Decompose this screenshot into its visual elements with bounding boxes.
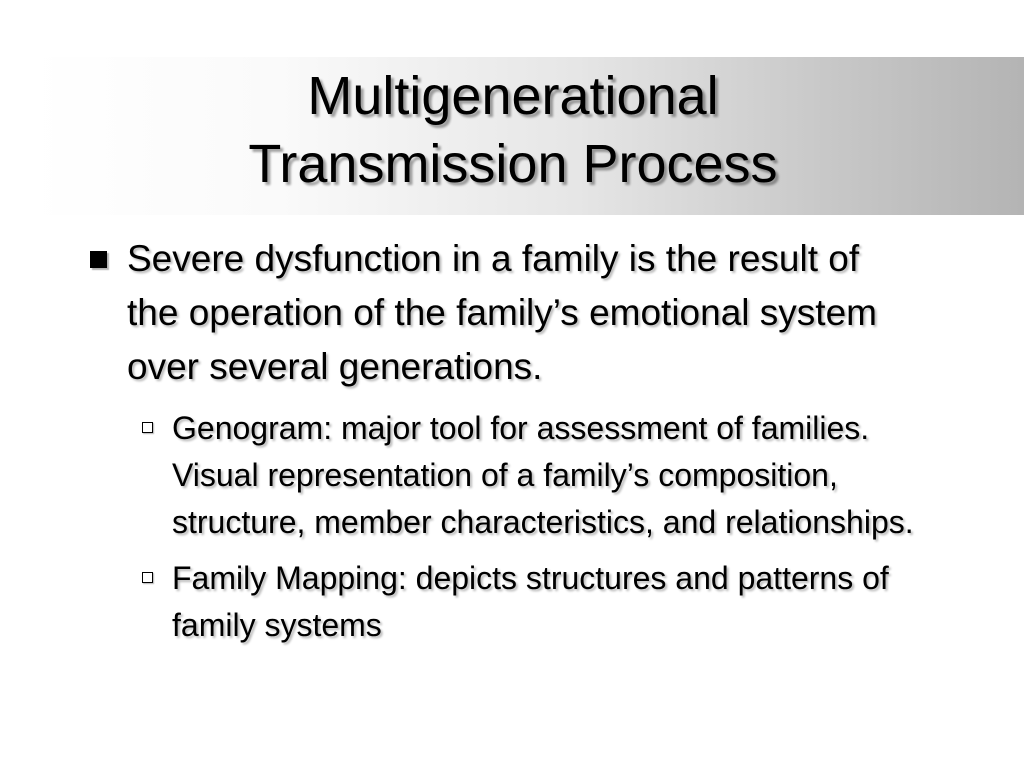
square-bullet-icon: [90, 251, 107, 268]
slide-title-line-1: Multigenerational: [307, 66, 719, 126]
slide-body: [0, 232, 1024, 649]
slide-title-line-2: Transmission Process: [248, 134, 778, 194]
hollow-square-bullet-icon: [142, 422, 153, 433]
slide-title: [30, 62, 996, 198]
hollow-square-bullet-icon: [142, 572, 153, 583]
sub-bullet-text: Family Mapping: depicts structures and patterns of family systems: [172, 560, 889, 643]
sub-bullet-text: Genogram: major tool for assessment of families. Visual representation of a family’s composition, structure, member characteristics, and relationships.: [172, 410, 914, 540]
sub-bullet-item: [172, 405, 952, 546]
bullet-item: [127, 232, 887, 394]
bullet-text: Severe dysfunction in a family is the result of the operation of the family’s emotional system over several generations.: [127, 238, 877, 387]
sub-bullet-item: [172, 555, 952, 649]
